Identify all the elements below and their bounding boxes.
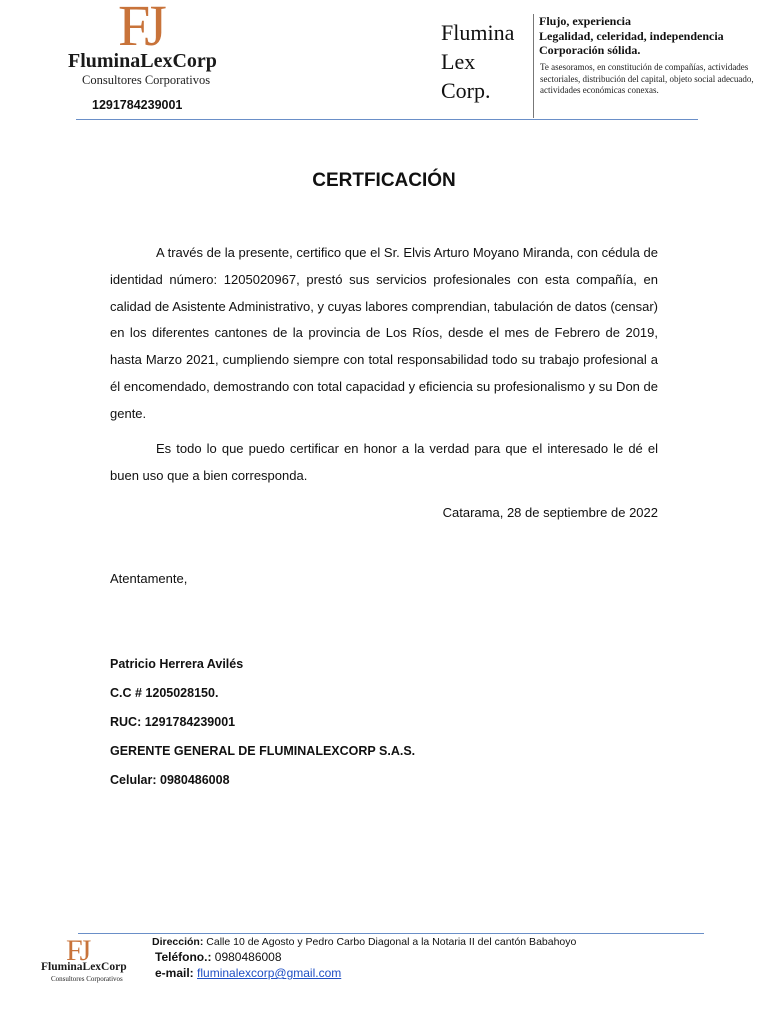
footer-address [152, 936, 576, 948]
tagline-line: Corporación sólida. [539, 43, 641, 57]
address-value: Calle 10 de Agosto y Pedro Carbo Diagonal a la Notaria II del cantón Babahoyo [203, 936, 577, 948]
company-logo-subtitle: Consultores Corporativos [82, 73, 211, 87]
signatory-role: GERENTE GENERAL DE FLUMINALEXCORP S.A.S. [110, 744, 416, 758]
tagline-line: Legalidad, celeridad, independencia [539, 28, 724, 43]
signatory-phone: Celular: 0980486008 [110, 773, 230, 787]
brand-line: Corp. [441, 78, 491, 103]
services-description: Te asesoramos, en constitución de compañías, actividades sectoriales, distribución del capital, objeto social adecuado, actividades económicas conexas. [540, 62, 754, 95]
footer-divider-line [78, 933, 704, 934]
closing-salutation: Atentamente, [110, 571, 188, 586]
header-divider-line [76, 119, 698, 120]
header-ruc-number: 1291784239001 [92, 98, 183, 112]
brand-name-stack [441, 18, 533, 105]
email-link[interactable]: fluminalexcorp@gmail.com [197, 966, 342, 980]
place-and-date: Catarama, 28 de septiembre de 2022 [442, 505, 658, 520]
header-vertical-divider [533, 14, 534, 118]
footer-email [155, 966, 341, 980]
document-title: CERTFICACIÓN [312, 170, 456, 191]
footer-logo-mark: FJ [66, 934, 89, 967]
signatory-name: Patricio Herrera Avilés [110, 657, 244, 671]
phone-value: 0980486008 [211, 950, 282, 964]
signatory-id: C.C # 1205028150. [110, 686, 219, 700]
address-label: Dirección: [152, 936, 204, 948]
tagline-line: Flujo, experiencia [539, 14, 631, 28]
footer-logo-name: FluminaLexCorp [41, 961, 127, 973]
closing-paragraph: Es todo lo que puedo certificar en honor a la verdad para que el interesado le dé el buen uso que a bien corresponda. [110, 441, 658, 483]
company-logo-mark: FJ [118, 0, 161, 58]
email-label: e-mail: [155, 966, 194, 980]
phone-label: Teléfono.: [155, 950, 212, 964]
brand-line: Flumina [441, 20, 515, 45]
signatory-ruc: RUC: 1291784239001 [110, 715, 236, 729]
footer-phone [155, 950, 282, 964]
company-logo-name: FluminaLexCorp [68, 50, 217, 72]
brand-line: Lex [441, 49, 476, 74]
company-tagline [539, 14, 759, 58]
certification-paragraph: A través de la presente, certifico que el Sr. Elvis Arturo Moyano Miranda, con cédula de identidad número: 1205020967, prestó sus servicios profesionales con esta compañía, en calidad de Asistente Administrativo, y cuyas labores comprendian, tabulación de datos (censar) en los diferentes cantones de la provincia de Los Ríos, desde el mes de Febrero de 2019, hasta Marzo 2021, cumpliendo siempre con total responsabilidad todo su trabajo profesional a él encomendado, demostrando con total capacidad y eficiencia su profesionalismo y su Don de gente. [110, 245, 658, 421]
footer-logo-subtitle: Consultores Corporativos [51, 975, 123, 983]
